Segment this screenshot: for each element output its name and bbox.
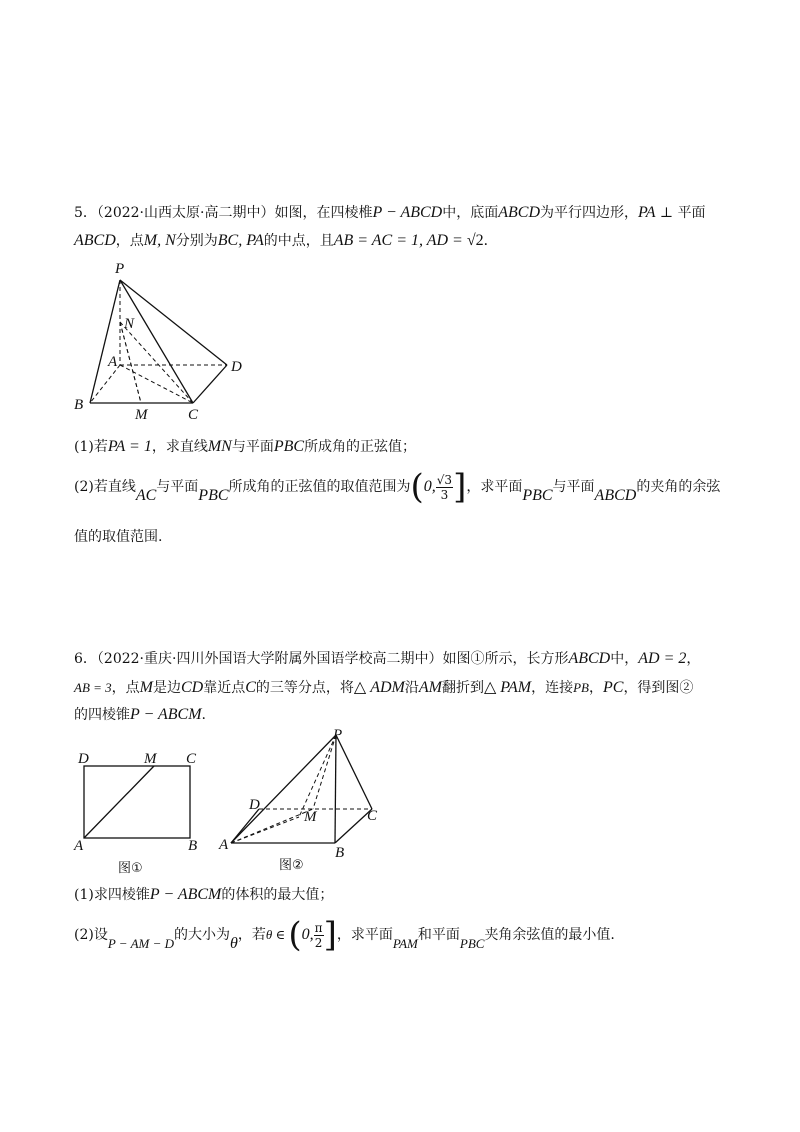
q6-part2-text: 的大小为	[174, 927, 231, 943]
q6-number: 6．	[74, 651, 97, 667]
q6-math-ab: AB = 3	[74, 680, 112, 695]
range-zero: 0,	[301, 926, 314, 943]
q5-math-condition: AB = AC = 1, AD =	[333, 232, 467, 249]
part-label: (2)	[74, 927, 94, 943]
label-M: M	[135, 407, 148, 423]
q5-math-mn: M, N	[143, 232, 176, 249]
fig1-label-D: D	[78, 751, 89, 767]
range-open: (	[410, 467, 424, 507]
q5-text: 分别为	[175, 233, 218, 249]
q5-text: ，点	[115, 233, 144, 249]
q5-text: 为平行四边形，	[540, 205, 638, 221]
fig2-label-A: A	[219, 837, 229, 853]
q6-math-pc: PC	[602, 679, 624, 696]
q5-part1-text: ，求直线	[151, 439, 208, 455]
fig2-label-M: M	[304, 809, 317, 825]
q5-line-2	[74, 230, 498, 250]
q5-math-pyramid: P − ABCD	[372, 204, 443, 221]
math-pa-equals-1: PA = 1	[107, 438, 152, 455]
q5-part2-text: 与平面	[552, 479, 595, 495]
q6-part2-text: ，求平面	[336, 927, 393, 943]
q5-part2-text: 所成角的正弦值的取值范围为	[228, 479, 411, 495]
q6-text: 沿	[404, 680, 419, 696]
label-C: C	[188, 407, 199, 423]
label-A: A	[108, 354, 118, 370]
q6-part-2	[74, 915, 615, 955]
fig1-label-B: B	[188, 838, 198, 854]
range-open: (	[288, 915, 302, 955]
fig1-caption: 图①	[118, 861, 143, 876]
q6-part-1	[74, 884, 333, 904]
q6-source: （2022·重庆·四川外国语大学附属外国语学校高二期中）	[96, 651, 443, 667]
q6-text: 的三等分点，将	[255, 680, 354, 696]
q6-part2-text: ，若	[237, 927, 266, 943]
q5-text: 如图，在四棱椎	[274, 205, 373, 221]
q5-number: 5．	[74, 205, 97, 221]
q6-text: ，连接	[531, 680, 574, 696]
q5-line-1	[74, 202, 706, 222]
q6-part2-text: 夹角余弦值的最小值.	[484, 927, 615, 943]
q6-math-am: AM	[418, 679, 442, 696]
q5-pyramid-figure	[70, 258, 260, 423]
math-pbc: PBC	[198, 487, 229, 504]
q6-text: ，点	[111, 680, 140, 696]
q5-part1-text: 所成角的正弦值；	[304, 439, 417, 455]
range-zero: 0,	[423, 478, 436, 495]
q6-line-2	[74, 677, 693, 697]
math-pbc-2: PBC	[522, 487, 553, 504]
q5-part-2-cont	[74, 526, 162, 546]
q6-math-adm: △ ADM	[353, 679, 405, 696]
q5-part2-text: 值的取值范围.	[74, 529, 163, 545]
q6-part2-text: 设	[93, 927, 108, 943]
q6-text: ，得到图②	[623, 680, 694, 696]
q6-math-abcd: ABCD	[568, 650, 611, 667]
fig2-label-D: D	[249, 797, 260, 813]
q5-part2-text: ，求平面	[466, 479, 523, 495]
q6-math-pb: PB	[573, 680, 589, 695]
label-N: N	[124, 316, 135, 332]
fig2-label-C: C	[367, 808, 378, 824]
q5-part2-text: 的夹角的余弦	[636, 479, 721, 495]
fig1-label-M: M	[144, 751, 157, 767]
part-label: (2)	[74, 479, 94, 495]
q5-text: ．	[483, 233, 498, 249]
q6-math-m: M	[139, 679, 153, 696]
fig2-label-P: P	[333, 727, 343, 743]
fraction-denominator: 2	[314, 935, 323, 950]
label-B: B	[74, 397, 84, 413]
q5-math-bcpa: BC, PA	[217, 232, 264, 249]
q5-math-abcd: ABCD	[74, 232, 116, 249]
math-theta-in: θ ∈	[265, 927, 289, 942]
fig1-label-C: C	[186, 751, 197, 767]
math-mn: MN	[207, 438, 232, 455]
part-label: (1)	[74, 887, 94, 903]
math-ac: AC	[135, 487, 157, 504]
math-pyramid: P − ABCM	[149, 886, 222, 903]
q6-text: ，	[686, 651, 701, 667]
fraction-numerator: √3	[436, 472, 453, 487]
q6-figure-2	[215, 725, 395, 875]
fig2-label-B: B	[335, 845, 345, 861]
range-close: ]	[453, 467, 467, 507]
label-D: D	[231, 359, 242, 375]
q5-part2-text: 若直线	[93, 479, 136, 495]
q5-math-base: ABCD	[498, 204, 540, 221]
q6-part2-text: 和平面	[417, 927, 460, 943]
fraction-sqrt3-over-3	[436, 473, 453, 502]
q6-part1-text: 的体积的最大值；	[221, 887, 334, 903]
q6-math-cd: CD	[180, 679, 204, 696]
q6-line-3	[74, 704, 206, 724]
fig1-label-A: A	[74, 838, 84, 854]
q5-part-2	[74, 467, 721, 507]
q6-text: 的四棱锥	[74, 707, 130, 723]
q6-figure-1	[70, 748, 215, 876]
fraction-pi-over-2	[314, 921, 324, 950]
q5-part2-text: 与平面	[156, 479, 199, 495]
q6-math-ad: AD = 2	[638, 650, 687, 667]
q6-math-pam: △ PAM	[483, 679, 532, 696]
math-pbc: PBC	[459, 936, 485, 951]
q5-text: 的中点，且	[263, 233, 334, 249]
q5-part-1	[74, 436, 416, 456]
label-P: P	[115, 261, 125, 277]
q5-math-pa: PA	[638, 204, 656, 221]
q6-text: 靠近点	[203, 680, 246, 696]
fraction-numerator: π	[314, 920, 323, 935]
q6-text: ，	[588, 680, 603, 696]
q6-text: .	[201, 707, 206, 723]
range-close: ]	[323, 915, 337, 955]
q6-math-c: C	[245, 679, 256, 696]
perp-symbol: ⊥	[655, 205, 678, 221]
part-label: (1)	[74, 439, 94, 455]
math-pam: PAM	[392, 936, 418, 951]
fraction-denominator: 3	[440, 487, 449, 502]
sqrt-two: √2	[466, 232, 484, 249]
q5-source: （2022·山西太原·高二期中）	[96, 205, 275, 221]
q5-text: 平面	[677, 205, 706, 221]
q6-text: 如图①所示，长方形	[442, 651, 569, 667]
q6-math-pyramid: P − ABCM	[130, 706, 202, 723]
math-abcd: ABCD	[594, 487, 637, 504]
math-pbc: PBC	[273, 438, 305, 455]
q6-text: 中，	[610, 651, 639, 667]
q6-text: 翻折到	[441, 680, 484, 696]
math-dihedral-angle: P − AM − D	[107, 936, 175, 951]
q6-text: 是边	[152, 680, 181, 696]
q6-line-1	[74, 648, 700, 668]
fig2-caption: 图②	[279, 858, 304, 873]
q6-part1-text: 求四棱锥	[93, 887, 150, 903]
q5-part1-text: 与平面	[231, 439, 274, 455]
q5-part1-text: 若	[93, 439, 108, 455]
math-theta: θ	[230, 935, 238, 952]
q5-text: 中，底面	[442, 205, 499, 221]
